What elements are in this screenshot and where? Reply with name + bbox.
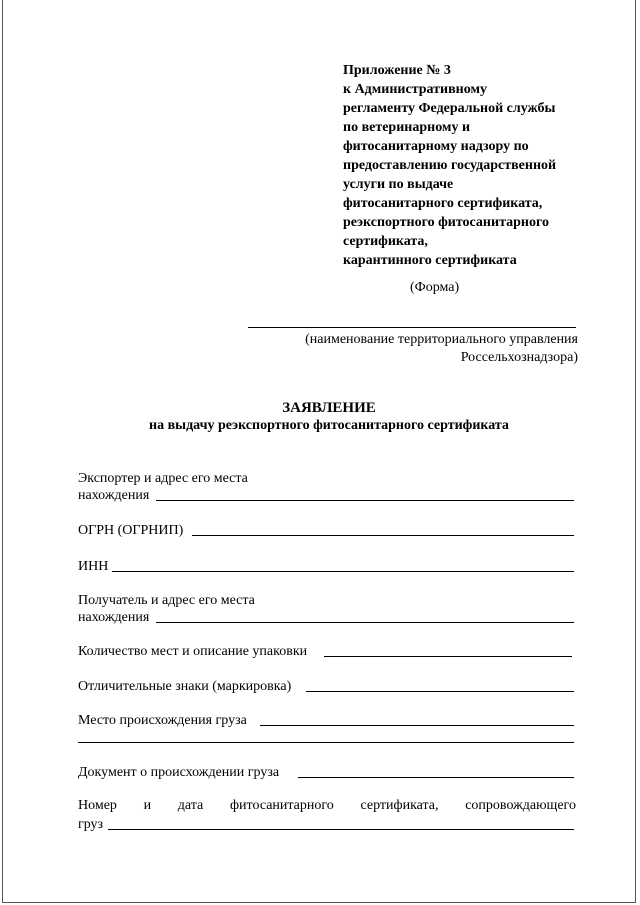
origin-place-field[interactable]	[260, 725, 574, 726]
recipient-label-line2: нахождения	[78, 610, 150, 625]
packages-field[interactable]	[324, 656, 572, 657]
recipient-field[interactable]	[156, 622, 574, 623]
certificate-word: дата	[177, 798, 204, 813]
appendix-line: к Административному	[343, 82, 488, 97]
exporter-label-line1: Экспортер и адрес его места	[78, 471, 248, 486]
inn-label: ИНН	[78, 559, 109, 574]
authority-caption-line2: Россельхознадзора)	[460, 350, 578, 365]
origin-place-field-extra[interactable]	[78, 742, 574, 743]
appendix-line: услуги по выдаче	[343, 177, 454, 192]
exporter-label-line2: нахождения	[78, 488, 150, 503]
appendix-line: по ветеринарному и	[343, 120, 471, 135]
marks-label: Отличительные знаки (маркировка)	[78, 679, 292, 694]
ogrn-field[interactable]	[192, 535, 574, 536]
packages-label: Количество мест и описание упаковки	[78, 644, 308, 659]
appendix-header	[343, 61, 603, 270]
certificate-word: сертификата,	[360, 798, 439, 813]
certificate-word: и	[143, 798, 152, 813]
authority-caption-line1: (наименование территориального управления	[305, 332, 578, 347]
document-title: ЗАЯВЛЕНИЕ	[282, 400, 376, 416]
inn-field[interactable]	[112, 571, 574, 572]
origin-place-label: Место происхождения груза	[78, 713, 247, 728]
certificate-word: Номер	[78, 798, 117, 813]
certificate-word: фитосанитарного	[229, 798, 334, 813]
appendix-line: сертификата,	[343, 234, 428, 249]
recipient-label-line1: Получатель и адрес его места	[78, 593, 255, 608]
appendix-line: фитосанитарного сертификата,	[343, 196, 543, 211]
certificate-label-line2: груз	[78, 817, 104, 832]
appendix-line: регламенту Федеральной службы	[343, 101, 556, 116]
exporter-field[interactable]	[156, 500, 574, 501]
ogrn-label: ОГРН (ОГРНИП)	[78, 523, 184, 538]
form-label: (Форма)	[410, 280, 460, 295]
certificate-field[interactable]	[108, 829, 574, 830]
appendix-line: карантинного сертификата	[343, 253, 517, 268]
marks-field[interactable]	[306, 691, 574, 692]
authority-name-line[interactable]	[248, 327, 576, 328]
appendix-line: Приложение № 3	[343, 63, 451, 78]
appendix-line: фитосанитарному надзору по	[343, 139, 529, 154]
authority-caption	[248, 331, 578, 367]
origin-document-label: Документ о происхождении груза	[78, 765, 280, 780]
certificate-word: сопровождающего	[465, 798, 576, 813]
appendix-line: реэкспортного фитосанитарного	[343, 215, 549, 230]
origin-document-field[interactable]	[298, 777, 574, 778]
document-subtitle: на выдачу реэкспортного фитосанитарного сертификата	[149, 418, 509, 433]
appendix-line: предоставлению государственной	[343, 158, 557, 173]
certificate-label-line1	[78, 797, 576, 814]
